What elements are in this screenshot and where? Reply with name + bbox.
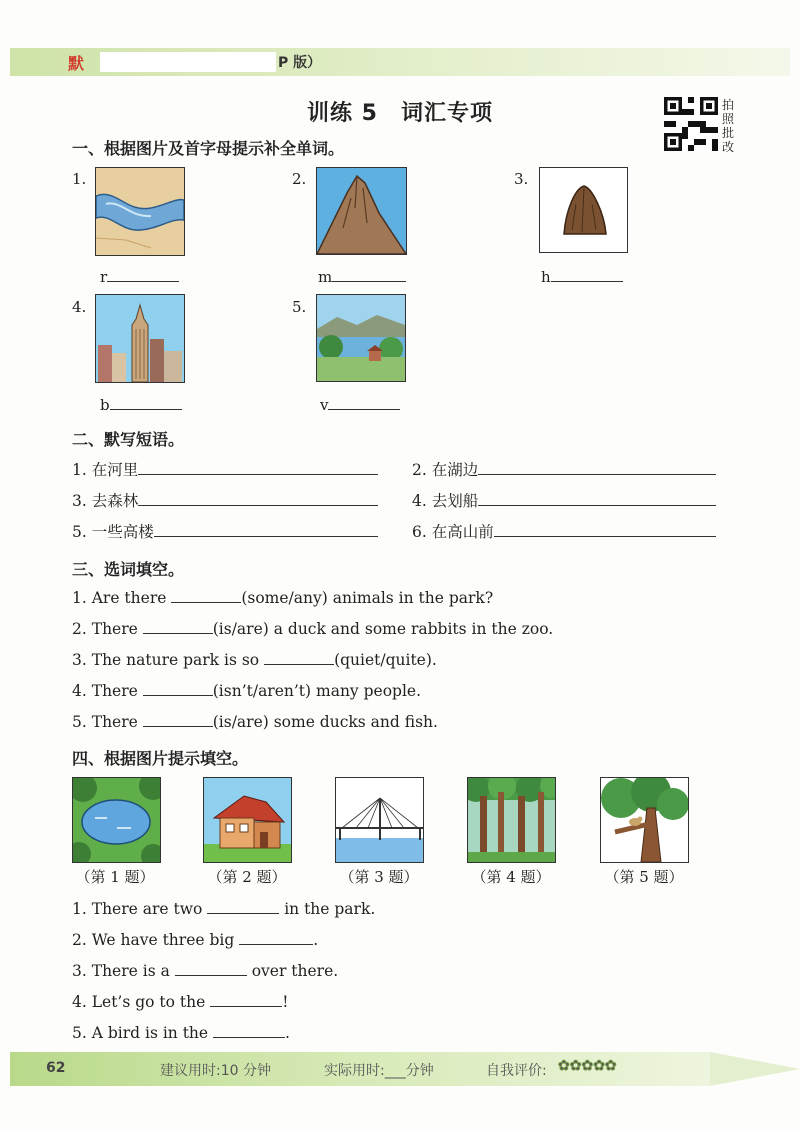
p4-1-after: in the park.: [284, 900, 376, 918]
lake-icon: [72, 777, 161, 863]
page-title: 训练 5 词汇专项: [307, 101, 493, 126]
actual-time: 实际用时:___分钟: [324, 1063, 434, 1079]
header-mark: 默: [68, 54, 85, 73]
hill-icon: [539, 167, 628, 253]
p4-5-after: .: [285, 1024, 290, 1042]
p4-caption-1: （第 1 题）: [75, 868, 155, 886]
p1-item-2-blank[interactable]: [318, 268, 406, 286]
p2-6-num: 6.: [412, 523, 427, 541]
p4-caption-2: （第 2 题）: [207, 868, 287, 886]
section-2-heading: 二、默写短语。: [72, 430, 185, 449]
header-edition: P 版）: [278, 55, 322, 71]
p3-2-after: (is/are) a duck and some rabbits in the zoo.: [212, 620, 554, 638]
p2-5-text: 一些高楼: [91, 523, 154, 541]
p1-item-2-letter: m: [318, 268, 333, 286]
p1-item-3-blank[interactable]: [541, 268, 623, 286]
p2-row-4[interactable]: [412, 489, 716, 511]
p1-item-5-number: 5.: [292, 298, 307, 316]
p1-item-1-letter: r: [100, 268, 108, 286]
p3-4-before: There: [91, 682, 138, 700]
p2-5-num: 5.: [72, 523, 87, 541]
p1-item-5-blank[interactable]: [320, 396, 400, 414]
p1-item-4-blank[interactable]: [100, 396, 182, 414]
p4-5-before: A bird is in the: [91, 1024, 209, 1042]
p3-5-num: 5.: [72, 713, 87, 731]
p4-row-5[interactable]: [72, 1023, 290, 1042]
suggested-time: 建议用时:10 分钟: [160, 1063, 271, 1079]
p1-item-1-number: 1.: [72, 170, 87, 188]
p4-3-num: 3.: [72, 962, 87, 980]
building-icon: [95, 294, 185, 383]
p4-3-after: over there.: [251, 962, 339, 980]
p2-3-text: 去森林: [91, 492, 139, 510]
p4-5-num: 5.: [72, 1024, 87, 1042]
p3-row-5[interactable]: [72, 712, 438, 731]
section-1-heading: 一、根据图片及首字母提示补全单词。: [72, 139, 345, 158]
p3-1-after: (some/any) animals in the park?: [241, 589, 494, 607]
p1-item-3-number: 3.: [514, 170, 529, 188]
p2-row-6[interactable]: [412, 520, 716, 542]
p4-4-before: Let’s go to the: [91, 993, 206, 1011]
p3-4-num: 4.: [72, 682, 87, 700]
p4-1-num: 1.: [72, 900, 87, 918]
p2-row-1[interactable]: [72, 458, 378, 480]
p4-row-3[interactable]: [72, 961, 338, 980]
river-icon: [95, 167, 185, 256]
p3-row-3[interactable]: [72, 650, 437, 669]
p3-3-after: (quiet/quite).: [334, 651, 437, 669]
p1-item-4-letter: b: [100, 396, 110, 414]
p3-row-4[interactable]: [72, 681, 421, 700]
section-3-heading: 三、选词填空。: [72, 560, 185, 579]
forest-icon: [467, 777, 556, 863]
p2-4-text: 去划船: [431, 492, 479, 510]
p2-row-2[interactable]: [412, 458, 716, 480]
page-number: 62: [46, 1060, 66, 1076]
p4-2-num: 2.: [72, 931, 87, 949]
p4-row-1[interactable]: [72, 899, 375, 918]
p3-3-num: 3.: [72, 651, 87, 669]
qr-label: 拍照批改: [722, 98, 735, 154]
p3-1-before: Are there: [91, 589, 167, 607]
p4-2-after: .: [313, 931, 319, 949]
p4-caption-5: （第 5 题）: [604, 868, 684, 886]
p1-item-1-blank[interactable]: [100, 268, 179, 286]
p3-row-1[interactable]: [72, 588, 493, 607]
bridge-icon: [335, 777, 424, 863]
p2-6-text: 在高山前: [431, 523, 494, 541]
p4-4-after: !: [282, 993, 289, 1011]
p1-item-4-number: 4.: [72, 298, 87, 316]
footer-bar: [10, 1052, 710, 1086]
p2-1-num: 1.: [72, 461, 87, 479]
footer-arrow: [710, 1052, 800, 1086]
rating-stars-icon[interactable]: ✿✿✿✿✿: [558, 1058, 617, 1074]
self-rating-label: 自我评价:: [486, 1063, 547, 1079]
p2-row-3[interactable]: [72, 489, 378, 511]
tree-icon: [600, 777, 689, 863]
p3-5-after: (is/are) some ducks and fish.: [212, 713, 438, 731]
p2-row-5[interactable]: [72, 520, 378, 542]
p2-1-text: 在河里: [91, 461, 139, 479]
village-icon: [316, 294, 406, 382]
p3-2-before: There: [91, 620, 138, 638]
p4-row-2[interactable]: [72, 930, 318, 949]
qr-code-icon[interactable]: [664, 97, 718, 151]
p1-item-3-letter: h: [541, 268, 551, 286]
mountain-icon: [316, 167, 407, 255]
p2-4-num: 4.: [412, 492, 427, 510]
p2-2-num: 2.: [412, 461, 427, 479]
p3-1-num: 1.: [72, 589, 87, 607]
p4-caption-4: （第 4 题）: [471, 868, 551, 886]
p4-2-before: We have three big: [91, 931, 235, 949]
p4-1-before: There are two: [91, 900, 203, 918]
header-cover: [100, 52, 276, 72]
p4-row-4[interactable]: [72, 992, 288, 1011]
p4-4-num: 4.: [72, 993, 87, 1011]
p2-2-text: 在湖边: [431, 461, 479, 479]
p3-4-after: (isn’t/aren’t) many people.: [212, 682, 422, 700]
p1-item-5-letter: v: [320, 396, 329, 414]
p4-3-before: There is a: [91, 962, 170, 980]
p2-3-num: 3.: [72, 492, 87, 510]
p1-item-2-number: 2.: [292, 170, 307, 188]
p3-5-before: There: [91, 713, 138, 731]
p4-caption-3: （第 3 题）: [339, 868, 419, 886]
p3-row-2[interactable]: [72, 619, 553, 638]
section-4-heading: 四、根据图片提示填空。: [72, 749, 249, 768]
house-icon: [203, 777, 292, 863]
header-bar: [10, 48, 790, 76]
p3-2-num: 2.: [72, 620, 87, 638]
p3-3-before: The nature park is so: [91, 651, 260, 669]
